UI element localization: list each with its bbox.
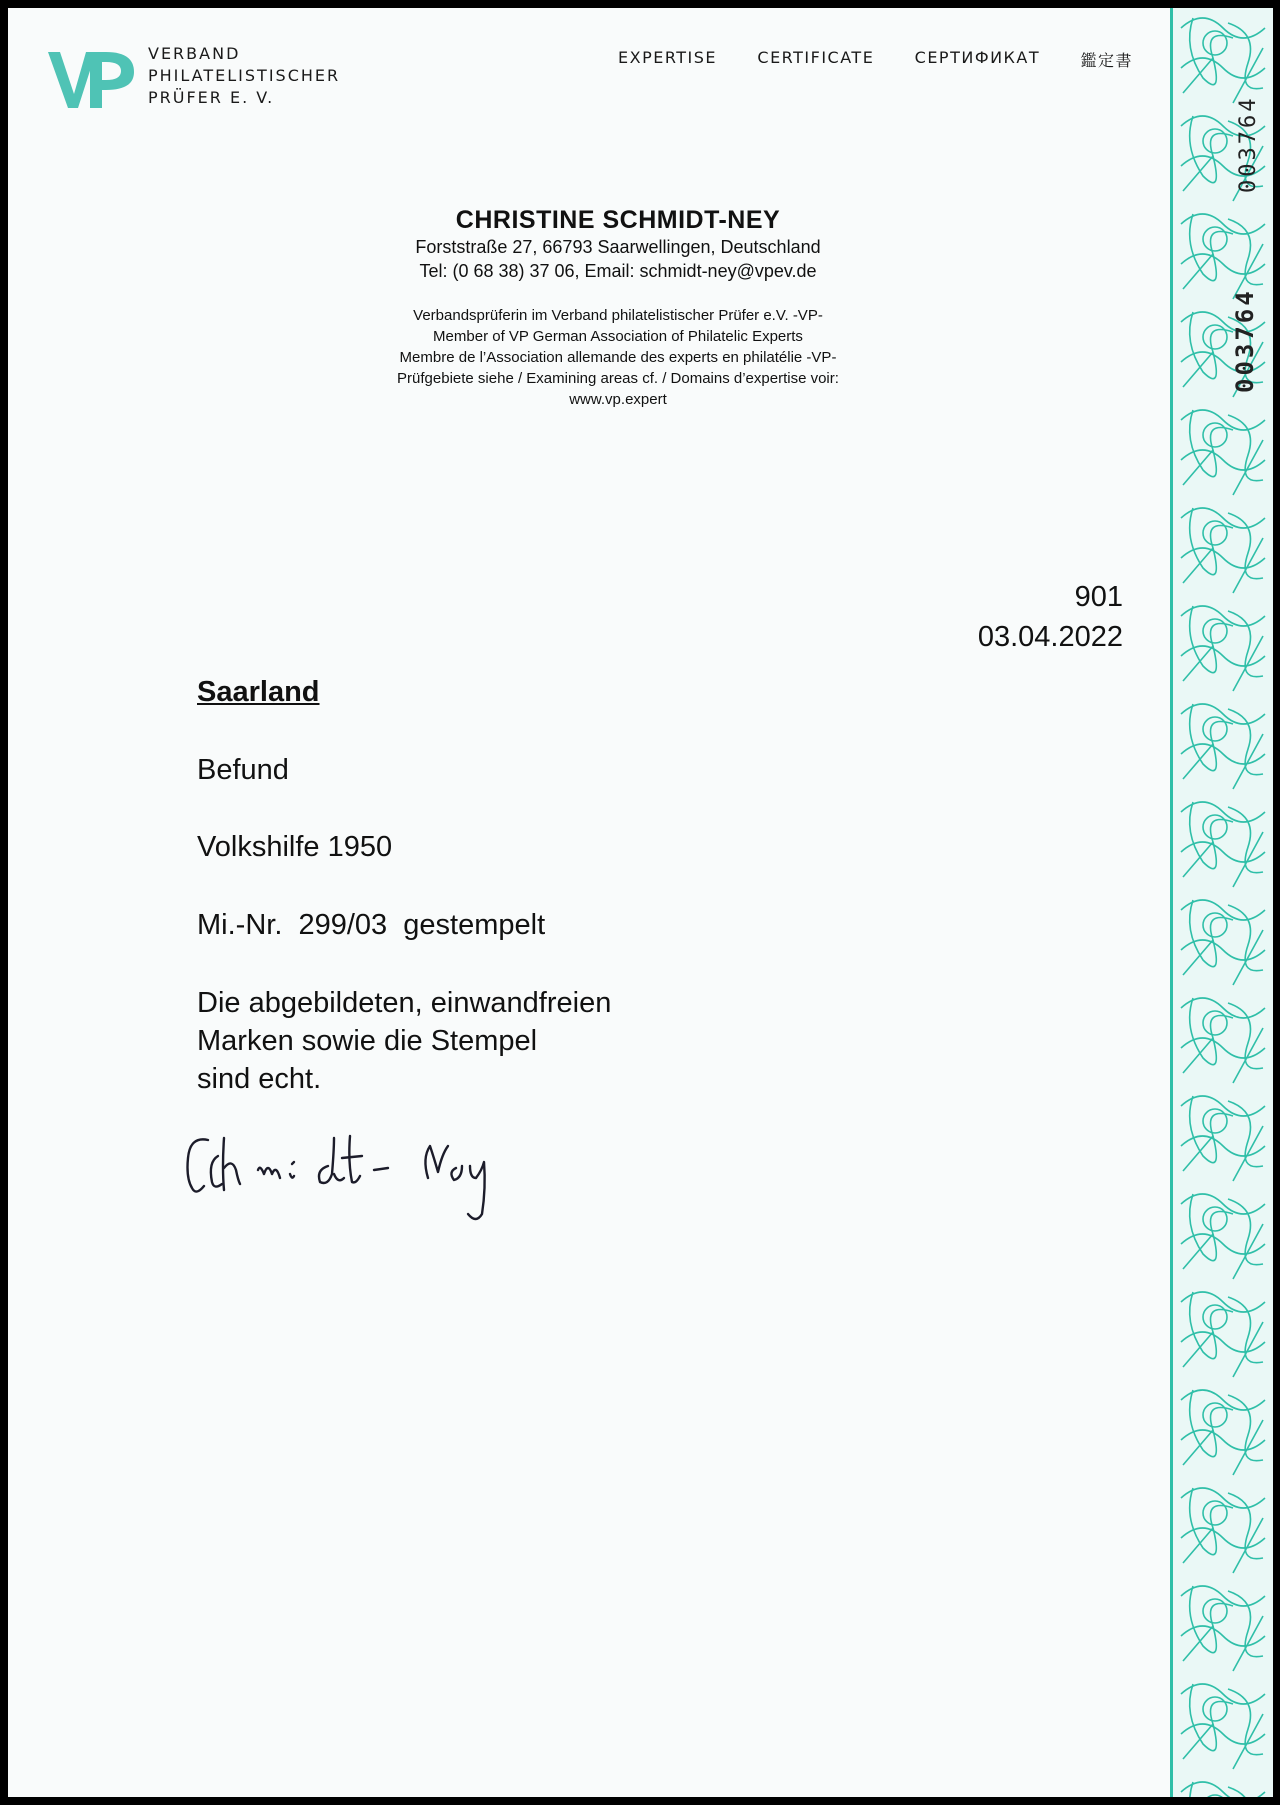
guilloche-motif (1181, 606, 1265, 691)
guilloche-motif (1181, 704, 1265, 789)
org-name-line-1: VERBAND (148, 44, 241, 63)
vp-logo (46, 44, 136, 114)
label-expertise: EXPERTISE (618, 48, 718, 67)
examiner-block (328, 206, 908, 410)
membership-line: Membre de l’Association allemande des experts en philatélie -VP- (399, 349, 837, 366)
guilloche-motif (1181, 1292, 1265, 1377)
certificate-sheet (8, 8, 1273, 1797)
finding-label: Befund (197, 754, 289, 786)
guilloche-motif (1181, 1194, 1265, 1279)
membership-website: www.vp.expert (569, 391, 667, 408)
examiner-name: CHRISTINE SCHMIDT-NEY (455, 206, 781, 234)
label-kanteisho: 鑑定書 (1080, 51, 1133, 70)
org-name-line-3: PRÜFER E. V. (148, 88, 275, 107)
guilloche-motif (1181, 1782, 1265, 1797)
guilloche-motif (1181, 998, 1265, 1083)
serial-number-middle: 003764 (1231, 288, 1259, 393)
guilloche-motif (1181, 802, 1265, 887)
country-heading: Saarland (197, 676, 320, 708)
issue-name: Volkshilfe 1950 (197, 831, 393, 863)
examiner-address: Forststraße 27, 66793 Saarwellingen, Deutschland (415, 237, 821, 257)
membership-line: Prüfgebiete siehe / Examining areas cf. / Domains d’expertise voir: (397, 370, 839, 387)
certificate-number: 901 (1074, 581, 1123, 613)
handwritten-signature (178, 1118, 578, 1228)
guilloche-motif (1181, 214, 1265, 299)
examiner-contact: Tel: (0 68 38) 37 06, Email: schmidt-ney@vpev.de (419, 261, 817, 281)
serial-number-top: 003764 (1236, 95, 1261, 193)
guilloche-motif (1181, 508, 1265, 593)
catalogue-number: Mi.-Nr. 299/03 gestempelt (197, 909, 546, 941)
guilloche-motif (1181, 1684, 1265, 1769)
label-sertifikat: СЕРТИФИКАТ (914, 48, 1041, 67)
guilloche-motif (1181, 1586, 1265, 1671)
certificate-labels (618, 48, 1133, 71)
membership-line: Member of VP German Association of Philatelic Experts (433, 328, 803, 345)
guilloche-motif (1181, 18, 1265, 103)
guilloche-motif (1181, 1488, 1265, 1573)
authenticity-statement: Die abgebildeten, einwandfreien Marken sowie die Stempel sind echt. (197, 987, 612, 1095)
guilloche-motif (1181, 410, 1265, 495)
guilloche-motif (1181, 900, 1265, 985)
guilloche-motif (1181, 1390, 1265, 1475)
org-name-line-2: PHILATELISTISCHER (148, 66, 341, 85)
security-strip (1170, 8, 1273, 1797)
guilloche-motif (1181, 1096, 1265, 1181)
guilloche-pattern (1173, 8, 1273, 1797)
membership-block (328, 305, 908, 410)
label-certificate: CERTIFICATE (757, 48, 875, 67)
membership-line: Verbandsprüferin im Verband philatelistischer Prüfer e.V. -VP- (413, 307, 823, 324)
certificate-date: 03.04.2022 (977, 621, 1123, 653)
